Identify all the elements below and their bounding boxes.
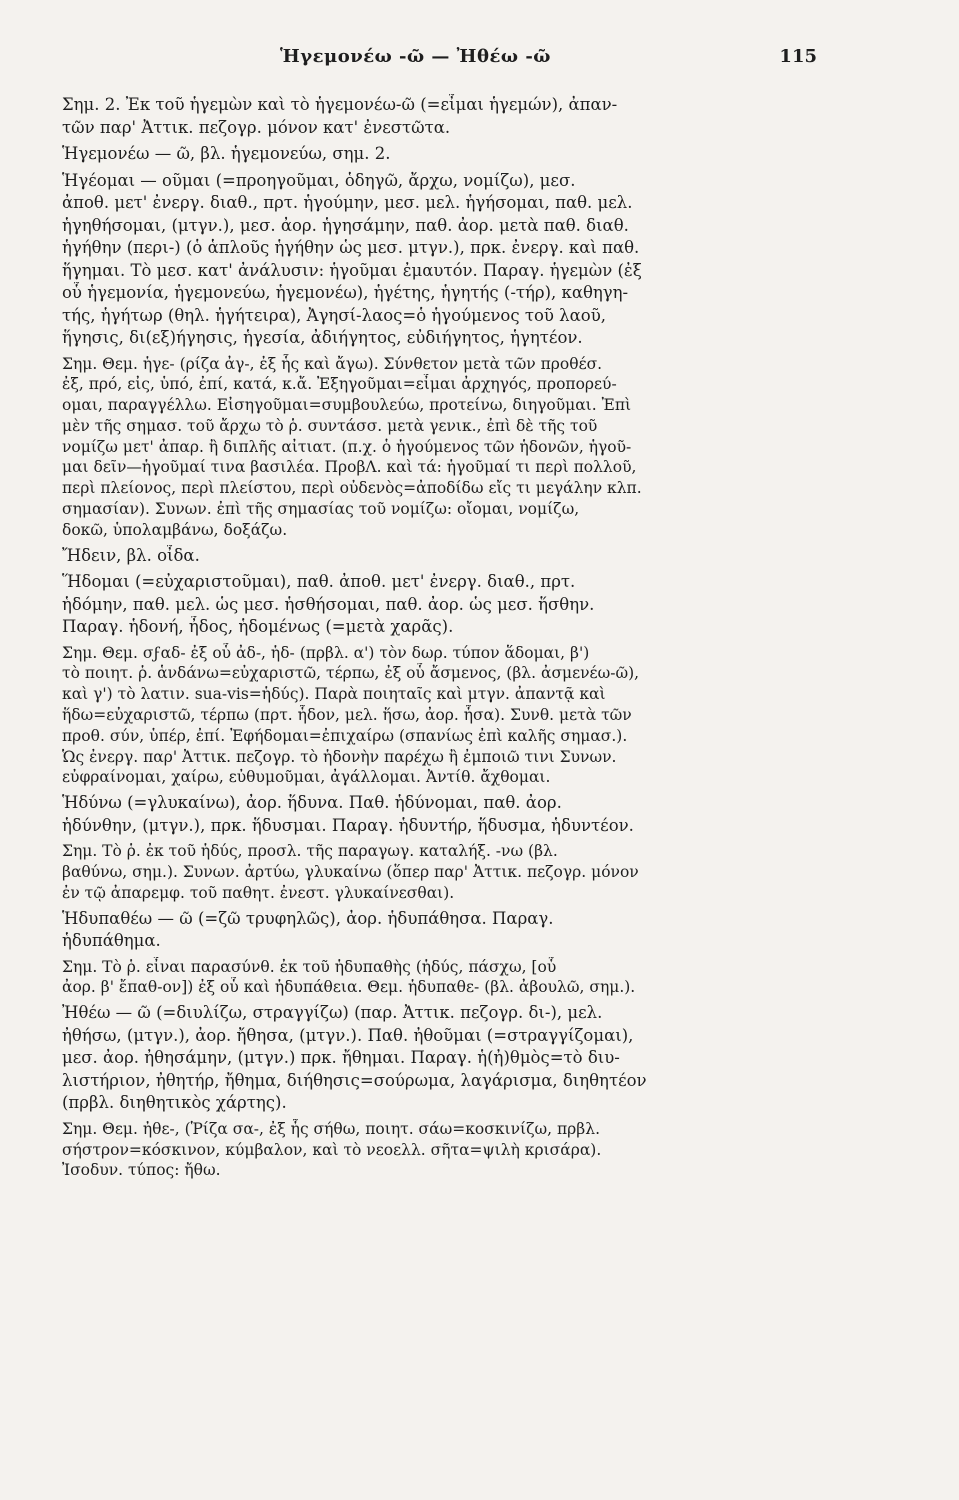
dictionary-content: [62, 94, 814, 1183]
entry-line: Σημ. Τὸ ῥ. ἐκ τοῦ ἡδύς, προσλ. τῆς παραγωγ. καταλήξ. -νω (βλ.: [62, 842, 558, 861]
entry-line: Ἡγέομαι — οῦμαι (=προηγοῦμαι, ὁδηγῶ, ἄρχω, νομίζω), μεσ.: [62, 170, 576, 190]
entry-line: Ἠθέω — ῶ (=διυλίζω, στραγγίζω) (παρ. Ἀττικ. πεζογρ. δι-), μελ.: [62, 1003, 603, 1023]
entry-line: καὶ γ') τὸ λατιν. sua-vis=ἡδύς). Παρὰ ποιηταῖς καὶ μτγν. ἀπαντᾷ καὶ: [62, 685, 606, 704]
entry-line: λιστήριον, ἠθητήρ, ἤθημα, διήθησις=σούρωμα, λαγάρισμα, διηθητέον: [62, 1070, 647, 1090]
dictionary-entry: [62, 170, 814, 350]
entry-line: Σημ. Θεμ. ἠθε-, (Ῥίζα σα-, ἐξ ἧς σήθω, ποιητ. σάω=κοσκινίζω, πρβλ.: [62, 1119, 601, 1138]
entry-line: περὶ πλείονος, περὶ πλείστου, περὶ οὐδενὸς=ἀποδίδω εἴς τι μεγάλην κλπ.: [62, 479, 642, 498]
entry-line: μαι δεῖν—ἡγοῦμαί τινα βασιλέα. ΠροβΛ. καὶ τά: ἡγοῦμαί τι περὶ πολλοῦ,: [62, 458, 637, 477]
entry-line: σήστρον=κόσκινον, κύμβαλον, καὶ τὸ νεοελλ. σῆτα=ψιλὴ κρισάρα).: [62, 1140, 602, 1159]
entry-line: ἀορ. β' ἔπαθ-ον]) ἐξ οὗ καὶ ἡδυπάθεια. Θεμ. ἡδυπαθε- (βλ. ἀβουλῶ, σημ.).: [62, 978, 636, 997]
entry-note: [62, 957, 814, 999]
entry-note: [62, 354, 814, 541]
dictionary-entry: [62, 1002, 814, 1115]
running-title: Ἡγεμονέω -ῶ — Ἠθέω -ῶ: [280, 46, 551, 67]
page-header: [0, 40, 959, 76]
entry-line: ἐν τῷ ἀπαρεμφ. τοῦ παθητ. ἐνεστ. γλυκαίνεσθαι).: [62, 883, 455, 902]
entry-line: ἡδυπάθημα.: [62, 931, 161, 951]
entry-line: ἥγησις, δι(εξ)ήγησις, ἡγεσία, ἀδιήγητος, εὐδιήγητος, ἡγητέον.: [62, 328, 583, 347]
entry-line: Σημ. Τὸ ῥ. εἶναι παρασύνθ. ἐκ τοῦ ἡδυπαθὴς (ἡδύς, πάσχω, [οὗ: [62, 957, 557, 976]
entry-line: προθ. σύν, ὑπέρ, ἐπί. Ἐφήδομαι=ἐπιχαίρω (σπανίως ἐπὶ καλῆς σημασ.).: [62, 726, 628, 745]
dictionary-entry: [62, 143, 814, 166]
dictionary-entry: [62, 94, 814, 139]
dictionary-entry: [62, 908, 814, 953]
entry-line: τής, ἡγήτωρ (θηλ. ἡγήτειρα), Ἀγησί-λαος=ὁ ἡγούμενος τοῦ λαοῦ,: [62, 305, 606, 325]
entry-line: μεσ. ἀορ. ἠθησάμην, (μτγν.) πρκ. ἤθημαι. Παραγ. ἡ(ἠ)θμὸς=τὸ διυ-: [62, 1048, 620, 1068]
entry-line: Ἰσοδυν. τύπος: ἤθω.: [62, 1161, 221, 1180]
entry-line: Παραγ. ἡδονή, ἦδος, ἡδομένως (=μετὰ χαρᾶς).: [62, 617, 454, 637]
entry-line: Ἤδειν, βλ. οἶδα.: [62, 545, 200, 565]
entry-line: Ἡδύνω (=γλυκαίνω), ἀορ. ἥδυνα. Παθ. ἡδύνομαι, παθ. ἀορ.: [62, 793, 562, 813]
entry-line: (πρβλ. διηθητικὸς χάρτης).: [62, 1093, 287, 1113]
entry-line: εὐφραίνομαι, χαίρω, εὐθυμοῦμαι, ἀγάλλομαι. Ἀντίθ. ἄχθομαι.: [62, 768, 551, 787]
entry-note: [62, 643, 814, 789]
entry-line: Σημ. Θεμ. σϝαδ- ἐξ οὗ ἀδ-, ἡδ- (πρβλ. α') τὸν δωρ. τύπον ἅδομαι, β'): [62, 643, 590, 662]
entry-line: ἠθήσω, (μτγν.), ἀορ. ἤθησα, (μτγν.). Παθ. ἠθοῦμαι (=στραγγίζομαι),: [62, 1025, 634, 1045]
entry-line: ἡδύνθην, (μτγν.), πρκ. ἥδυσμαι. Παραγ. ἡδυντήρ, ἥδυσμα, ἡδυντέον.: [62, 815, 634, 835]
entry-line: Ἥδομαι (=εὐχαριστοῦμαι), παθ. ἀποθ. μετ' ἐνεργ. διαθ., πρτ.: [62, 572, 576, 592]
entry-line: τὸ ποιητ. ῥ. ἁνδάνω=εὐχαριστῶ, τέρπω, ἐξ οὗ ἄσμενος, (βλ. ἀσμενέω-ῶ),: [62, 664, 640, 683]
entry-note: [62, 1119, 814, 1181]
entry-line: ἥγημαι. Τὸ μεσ. κατ' ἀνάλυσιν: ἡγοῦμαι ἐμαυτόν. Παραγ. ἡγεμὼν (ἐξ: [62, 260, 642, 280]
entry-line: Ὡς ἐνεργ. παρ' Ἀττικ. πεζογρ. τὸ ἡδονὴν παρέχω ἢ ἐμποιῶ τινι Συνων.: [62, 747, 617, 766]
entry-line: δοκῶ, ὑπολαμβάνω, δοξάζω.: [62, 520, 288, 539]
entry-line: ἥδω=εὐχαριστῶ, τέρπω (πρτ. ἧδον, μελ. ἥσω, ἀορ. ἧσα). Συνθ. μετὰ τῶν: [62, 706, 632, 725]
entry-line: τῶν παρ' Ἀττικ. πεζογρ. μόνον κατ' ἐνεστῶτα.: [62, 117, 451, 137]
entry-line: Σημ. 2. Ἐκ τοῦ ἡγεμὼν καὶ τὸ ἡγεμονέω-ῶ (=εἶμαι ἡγεμών), ἀπαν-: [62, 95, 618, 114]
dictionary-entry: [62, 792, 814, 837]
entry-line: ἀποθ. μετ' ἐνεργ. διαθ., πρτ. ἡγούμην, μεσ. μελ. ἡγήσομαι, παθ. μελ.: [62, 193, 633, 212]
entry-line: οὗ ἡγεμονία, ἡγεμονεύω, ἡγεμονέω), ἡγέτης, ἡγητής (-τήρ), καθηγη-: [62, 283, 629, 302]
entry-line: νομίζω μετ' ἀπαρ. ἢ διπλῆς αἰτιατ. (π.χ. ὁ ἡγούμενος τῶν ἡδονῶν, ἡγοῦ-: [62, 437, 632, 456]
entry-line: Ἡδυπαθέω — ῶ (=ζῶ τρυφηλῶς), ἀορ. ἡδυπάθησα. Παραγ.: [62, 908, 554, 928]
entry-line: Σημ. Θεμ. ἡγε- (ρίζα ἀγ-, ἐξ ἧς καὶ ἄγω). Σύνθετον μετὰ τῶν προθέσ.: [62, 354, 603, 373]
dictionary-entry: [62, 571, 814, 639]
entry-line: ἐξ, πρό, εἰς, ὑπό, ἐπί, κατά, κ.ἄ. Ἐξηγοῦμαι=εἶμαι ἀρχηγός, προπορεύ-: [62, 375, 617, 394]
entry-line: σημασίαν). Συνων. ἐπὶ τῆς σημασίας τοῦ νομίζω: οἴομαι, νομίζω,: [62, 500, 580, 519]
entry-line: ομαι, παραγγέλλω. Εἰσηγοῦμαι=συμβουλεύω, προτείνω, διηγοῦμαι. Ἐπὶ: [62, 396, 632, 415]
entry-line: ἡδόμην, παθ. μελ. ὡς μεσ. ἡσθήσομαι, παθ. ἀορ. ὡς μεσ. ἥσθην.: [62, 594, 595, 614]
entry-line: ἡγηθήσομαι, (μτγν.), μεσ. ἀορ. ἡγησάμην, παθ. ἀορ. μετὰ παθ. διαθ.: [62, 215, 629, 235]
entry-note: [62, 841, 814, 903]
page-number: 115: [779, 46, 817, 67]
entry-line: μὲν τῆς σημασ. τοῦ ἄρχω τὸ ῥ. συντάσσ. μετὰ γενικ., ἐπὶ δὲ τῆς τοῦ: [62, 416, 598, 435]
entry-line: βαθύνω, σημ.). Συνων. ἀρτύω, γλυκαίνω (ὅπερ παρ' Ἀττικ. πεζογρ. μόνον: [62, 863, 639, 882]
dictionary-entry: [62, 545, 814, 568]
entry-line: Ἡγεμονέω — ῶ, βλ. ἡγεμονεύω, σημ. 2.: [62, 144, 391, 163]
entry-line: ἡγήθην (περι-) (ὁ ἁπλοῦς ἡγήθην ὡς μεσ. μτγν.), πρκ. ἐνεργ. καὶ παθ.: [62, 238, 640, 257]
